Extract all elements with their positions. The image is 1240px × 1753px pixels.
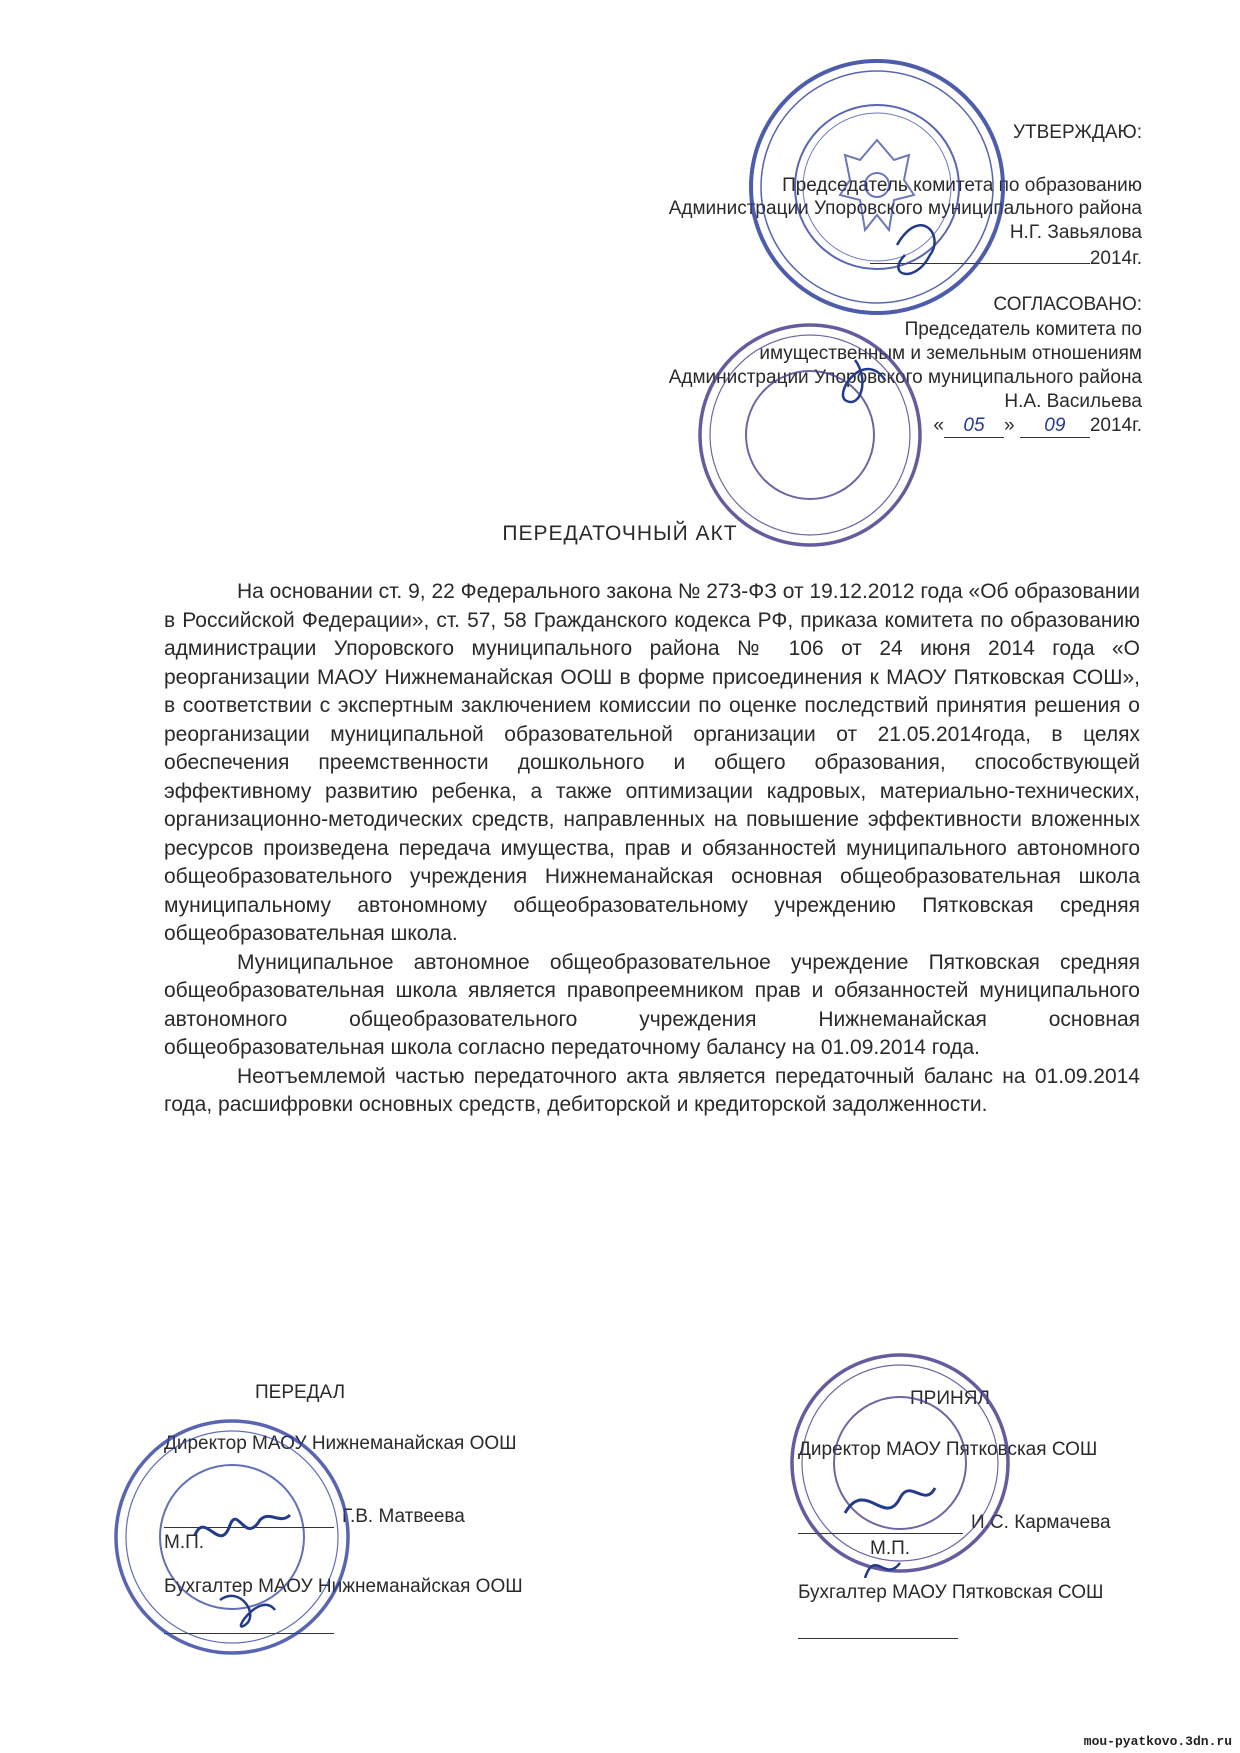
agreed-heading: СОГЛАСОВАНО: bbox=[993, 294, 1142, 315]
stamp-nizhnemanaiskaya-school bbox=[110, 1415, 355, 1660]
signature-line bbox=[798, 1637, 958, 1639]
stamp-education-committee bbox=[745, 55, 1010, 320]
agreed-name: Н.А. Васильева bbox=[1004, 391, 1142, 412]
approve-position: Председатель комитета по образованию bbox=[782, 175, 1142, 196]
agreed-position-1: Председатель комитета по bbox=[904, 319, 1142, 340]
received-accountant-sign bbox=[798, 1617, 966, 1639]
paragraph: Неотъемлемой частью передаточного акта является передаточный баланс на 01.09.2014 года, расшифровки основных средств, дебиторской и кредиторской задолженности. bbox=[164, 1064, 1140, 1116]
transferred-heading: ПЕРЕДАЛ bbox=[255, 1382, 346, 1403]
document-body bbox=[164, 578, 1140, 1120]
approve-date-year: 2014г. bbox=[1089, 248, 1142, 269]
agreed-date-year: 2014г. bbox=[1089, 415, 1142, 436]
approve-heading: УТВЕРЖДАЮ: bbox=[1012, 122, 1142, 143]
paragraph: На основании ст. 9, 22 Федерального закона № 273-ФЗ от 19.12.2012 года «Об образовании в Российской Федерации», ст. 57, 58 Гражданского кодекса РФ, приказа комитета по образованию администрации Упоровского муниципального района № 106 от 24 июня 2014 года «О реорганизации МАОУ Нижнеманайская ООШ в форме присоединения к МАОУ Пятковская СОШ», в соответствии с экспертным заключением комиссии по оценке последствий принятия решения о реорганизации муниципальной образовательной организации от 21.05.2014года, в целях обеспечения преемственности дошкольного и общего образования, способствующей эффективному развитию ребенка, а также оптимизации кадровых, материально-технических, организационно-методических средств, направленных на повышение эффективности вложенных ресурсов произведена передача имущества, прав и обязанностей муниципального автономного общеобразовательного учреждения Нижнеманайская основная общеобразовательная школа муниципальному автономному общеобразовательному учреждению Пятковская средняя общеобразовательная школа. bbox=[164, 580, 1140, 945]
transferred-director-name: Г.В. Матвеева bbox=[342, 1506, 465, 1527]
agreed-date-day: 05 bbox=[944, 415, 1004, 438]
agreed-date: « 05 » 09 2014г. bbox=[933, 415, 1142, 436]
received-director: Директор МАОУ Пятковская СОШ bbox=[798, 1439, 1098, 1460]
transferred-mp: М.П. bbox=[164, 1532, 205, 1553]
approve-name: Н.Г. Завьялова bbox=[1009, 222, 1142, 243]
stamp-pyatkovskaya-school bbox=[785, 1348, 1015, 1578]
approve-organization: Администрации Упоровского муниципального района bbox=[668, 198, 1142, 219]
transferred-accountant: Бухгалтер МАОУ Нижнеманайская ООШ bbox=[164, 1576, 523, 1597]
transferred-director: Директор МАОУ Нижнеманайская ООШ bbox=[164, 1433, 517, 1454]
received-accountant: Бухгалтер МАОУ Пятковская СОШ bbox=[798, 1582, 1104, 1603]
document-title: ПЕРЕДАТОЧНЫЙ АКТ bbox=[502, 522, 738, 545]
received-mp: М.П. bbox=[870, 1538, 911, 1559]
paragraph: Муниципальное автономное общеобразовательное учреждение Пятковская средняя общеобразовательная школа является правопреемником прав и обязанностей муниципального автономного общеобразовательного учреждения Нижнеманайская основная общеобразовательная школа согласно передаточному балансу на 01.09.2014 года. bbox=[164, 950, 1140, 1059]
agreed-organization: Администрации Упоровского муниципального района bbox=[668, 367, 1142, 388]
footer-url[interactable]: mou-pyatkovo.3dn.ru bbox=[1083, 1734, 1232, 1749]
agreed-date-month: 09 bbox=[1020, 415, 1090, 438]
agreed-position-2: имущественным и земельным отношениям bbox=[759, 343, 1142, 364]
stamp-property-committee bbox=[695, 320, 925, 550]
received-director-name: И.С. Кармачева bbox=[971, 1512, 1111, 1533]
received-heading: ПРИНЯЛ bbox=[910, 1388, 990, 1409]
